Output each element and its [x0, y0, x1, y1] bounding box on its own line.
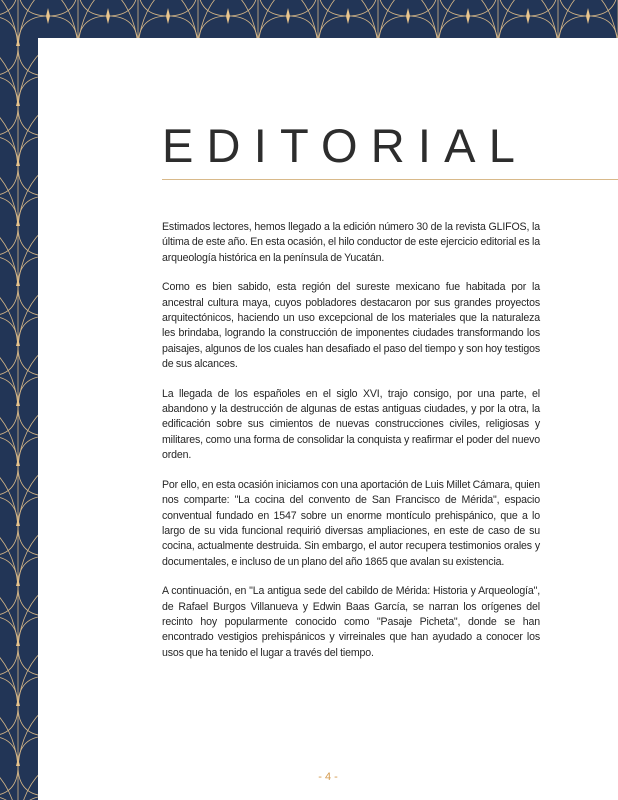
editorial-body — [162, 220, 540, 675]
title-divider — [162, 179, 618, 180]
paragraph-2: Como es bien sabido, esta región del sureste mexicano fue habitada por la ancestral cultura maya, cuyos pobladores destacaron por sus grandes proyectos arquitectónicos, haciendo un uso excepcional de los materiales que la naturaleza les brindaba, logrando la construcción de imponentes ciudades transformando los paisajes, algunos de los cuales han desafiado el paso del tiempo y son hoy testigos de sus alcances. — [162, 281, 540, 371]
paragraph-3: La llegada de los españoles en el siglo XVI, trajo consigo, por una parte, el abandono y la destrucción de algunas de estas antiguas ciudades, y por la otra, la edificación sobre sus cimientos de nuevas construcciones civiles, religiosas y militares, como una forma de consolidar la conquista y reafirmar el poder del nuevo orden. — [162, 387, 540, 462]
paragraph-1: Estimados lectores, hemos llegado a la edición número 30 de la revista GLIFOS, la última de este año. En esta ocasión, el hilo conductor de este ejercicio editorial es la arqueología histórica en la península de Yucatán. — [162, 221, 540, 264]
page-number: - 4 - — [318, 771, 338, 783]
paragraph-4: Por ello, en esta ocasión iniciamos con una aportación de Luis Millet Cámara, quien nos comparte: "La cocina del convento de San Francisco de Mérida", espacio conventual fundado en 1547 sobre un enorme montículo prehispánico, que a lo largo de su vida funcional requirió diversas ampliaciones, en este de caso de su cocina, actualmente destruida. Sin embargo, el autor recupera testimonios orales y documentales, e incluso de un plano del año 1865 que avalan su existencia. — [162, 478, 540, 568]
page-sheet — [38, 38, 618, 800]
paragraph-5: A continuación, en "La antigua sede del cabildo de Mérida: Historia y Arqueología", de Rafael Burgos Villanueva y Edwin Baas García, se narran los orígenes del recinto hoy popularmente conocido como "Pasaje Picheta", donde se han encontrado vestigios prehispánicos y virreinales que han ayudado a conocer los usos que ha tenido el lugar a través del tiempo. — [162, 585, 540, 659]
page-title: EDITORIAL — [162, 119, 529, 172]
